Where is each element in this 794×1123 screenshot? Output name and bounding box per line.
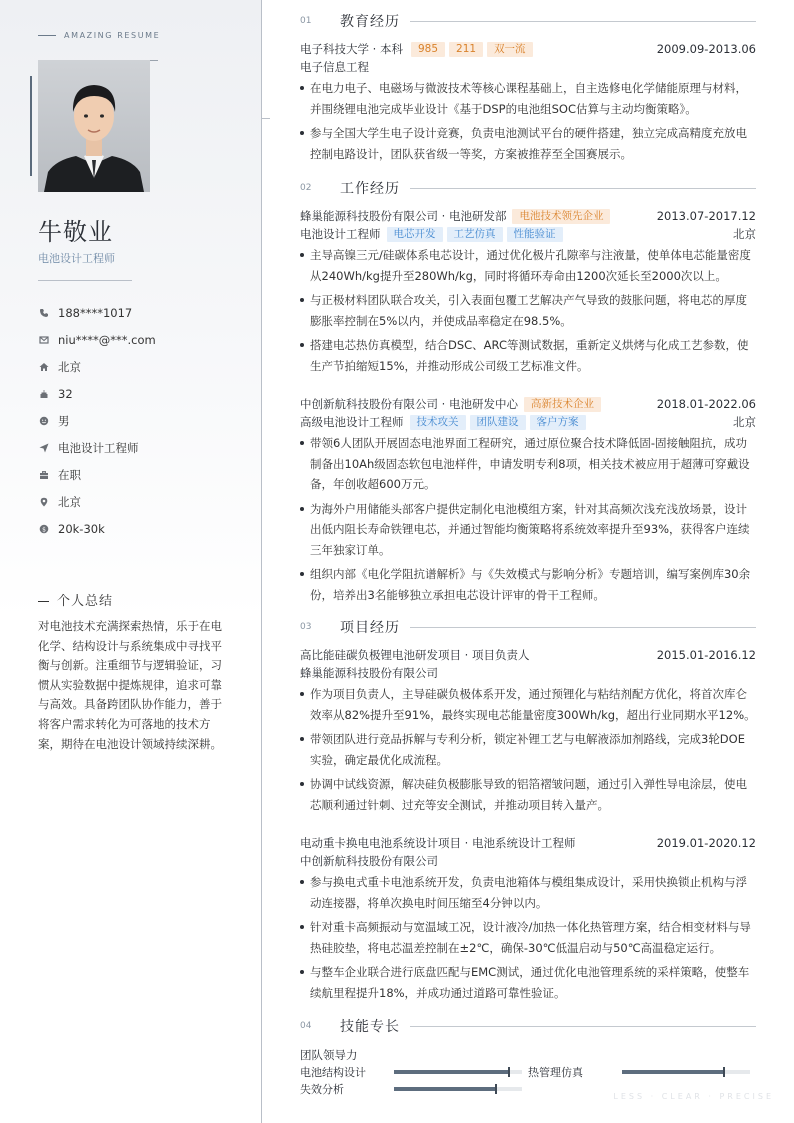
brand-text: AMAZING RESUME [64, 31, 161, 40]
role-divider [38, 280, 132, 281]
section-number: 02 [300, 183, 312, 193]
skills-block [300, 1046, 756, 1097]
company-name: 中创新航科技股份有限公司 · 电池研发中心 [300, 397, 518, 411]
skills-heading-row [300, 1046, 756, 1063]
project-bullets [300, 872, 756, 1003]
list-item: 参与换电式重卡电池系统开发，负责电池箱体与模组集成设计，采用快换锁止机构与浮动连接器，将单次换电时间压缩至4分钟以内。 [300, 872, 756, 913]
section-title: 项目经历 [340, 620, 400, 636]
divider-tick [262, 118, 270, 119]
job-company-row [300, 207, 756, 225]
avatar [38, 60, 150, 192]
school-tag: 985 [411, 42, 445, 57]
summary-title [38, 590, 113, 609]
project-block [300, 834, 756, 1003]
school-tag: 双一流 [487, 42, 533, 57]
money-icon [38, 523, 50, 535]
project-name: 电动重卡换电电池系统设计项目 · 电池系统设计工程师 [300, 836, 576, 850]
skill-tag: 客户方案 [530, 415, 586, 430]
section-number: 01 [300, 16, 312, 26]
job-block [300, 395, 756, 605]
major-name: 电子信息工程 [300, 60, 369, 74]
section-line [410, 627, 756, 628]
skill-bar [394, 1087, 522, 1091]
skill-tag: 工艺仿真 [447, 227, 503, 242]
list-item: 与整车企业联合进行底盘匹配与EMC测试，通过优化电池管理系统的采样策略，使整车续航里程提升18%，并成功通过道路可靠性验证。 [300, 962, 756, 1003]
job-position-row [300, 413, 756, 431]
education-date: 2009.09-2013.06 [656, 42, 756, 56]
skill-bar-knob [723, 1067, 725, 1077]
footer-watermark: LESS · CLEAR · PRECISE [613, 1092, 774, 1101]
project-header-row [300, 646, 756, 664]
section-number: 03 [300, 622, 312, 632]
school-name: 电子科技大学 · 本科 [300, 42, 403, 56]
list-item: 主导高镍三元/硅碳体系电芯设计，通过优化极片孔隙率与注液量，使单体电芯能量密度从240Wh/kg提升至280Wh/kg，同时将循环寿命由1200次延长至2000次以上。 [300, 245, 756, 286]
list-item: 与正极材料团队联合攻关，引入表面包覆工艺解决产气导致的鼓胀问题，将电芯的厚度膨胀率控制在5%以内，并使成品率稳定在98.5%。 [300, 290, 756, 331]
job-bullets [300, 245, 756, 376]
education-header-row [300, 40, 756, 58]
list-item: 协调中试线资源，解决硅负极膨胀导致的铝箔褶皱问题，通过引入弹性导电涂层，使电芯顺利通过针刺、过充等安全测试，并推动项目转入量产。 [300, 774, 756, 815]
project-org-row [300, 852, 756, 870]
list-item: 在电力电子、电磁场与微波技术等核心课程基础上，自主选修电化学储能原理与材料，并围绕锂电池完成毕业设计《基于DSP的电池组SOC估算与主动均衡策略》。 [300, 78, 756, 119]
target-role-text: 电池设计工程师 [58, 440, 139, 455]
skill-bar [622, 1070, 750, 1074]
list-item: 为海外户用储能头部客户提供定制化电池模组方案，针对其高频次浅充浅放场景，设计出低内阻长寿命铁锂电芯，并通过智能均衡策略将系统效率提升至93%，获得客户连续三年独家订单。 [300, 499, 756, 561]
skill-bar-fill [394, 1087, 496, 1091]
list-item: 参与全国大学生电子设计竞赛，负责电池测试平台的硬件搭建，独立完成高精度充放电控制电路设计，团队获省级一等奖，方案被推荐至全国赛展示。 [300, 123, 756, 164]
phone-text: 188****1017 [58, 305, 133, 320]
job-date: 2013.07-2017.12 [656, 209, 756, 223]
skill-row [300, 1063, 756, 1080]
project-header-row [300, 834, 756, 852]
email-text: niu****@***.com [58, 332, 156, 347]
section-projects-header [300, 617, 756, 637]
info-status [38, 461, 248, 488]
location-pin-icon [38, 496, 50, 508]
contact-info [38, 299, 248, 542]
location-text: 北京 [58, 494, 81, 509]
skill-bar-fill [622, 1070, 724, 1074]
job-block [300, 207, 756, 376]
home-text: 北京 [58, 359, 81, 374]
section-education-header [300, 11, 756, 31]
svg-text:$: $ [42, 525, 46, 533]
section-line [410, 1026, 756, 1027]
info-location [38, 488, 248, 515]
project-org-row [300, 664, 756, 682]
school-tag: 211 [449, 42, 483, 57]
age-text: 32 [58, 386, 73, 401]
phone-icon [38, 307, 50, 319]
brand-label [38, 31, 160, 40]
section-line [410, 21, 756, 22]
list-item: 作为项目负责人，主导硅碳负极体系开发，通过预锂化与粘结剂配方优化，将首次库仑效率从82%提升至91%，最终实现电芯能量密度300Wh/kg，超出行业同期水平12%。 [300, 684, 756, 725]
status-text: 在职 [58, 467, 81, 482]
skill-name: 失效分析 [300, 1082, 344, 1096]
cake-icon [38, 388, 50, 400]
project-bullets [300, 684, 756, 815]
info-salary [38, 515, 248, 542]
mail-icon [38, 334, 50, 346]
skill-bar-knob [508, 1067, 510, 1077]
info-email [38, 326, 248, 353]
home-icon [38, 361, 50, 373]
project-org: 蜂巢能源科技股份有限公司 [300, 666, 438, 680]
list-item: 带领团队进行竞品拆解与专利分析，锁定补锂工艺与电解液添加剂路线，完成3轮DOE实验，确定最优化成流程。 [300, 729, 756, 770]
project-block [300, 646, 756, 815]
list-item: 针对重卡高频振动与宽温域工况，设计液冷/加热一体化热管理方案，结合相变材料与导热硅胶垫，将电芯温差控制在±2℃，确保-30℃低温启动与50℃高温稳定运行。 [300, 917, 756, 958]
info-gender [38, 407, 248, 434]
avatar-photo-icon [38, 60, 150, 192]
gender-text: 男 [58, 413, 70, 428]
skill-tag: 电芯开发 [387, 227, 443, 242]
skill-item [300, 1081, 530, 1097]
section-skills-header [300, 1016, 756, 1036]
summary-title-text: 个人总结 [57, 594, 114, 609]
job-position: 电池设计工程师 [300, 227, 381, 241]
section-work-header [300, 178, 756, 198]
section-title: 教育经历 [340, 14, 400, 30]
candidate-role: 电池设计工程师 [38, 252, 115, 265]
project-name: 高比能硅碳负极锂电池研发项目 · 项目负责人 [300, 648, 530, 662]
photo-accent-bar [30, 76, 32, 176]
skill-name: 热管理仿真 [528, 1065, 583, 1079]
sidebar-divider [261, 0, 262, 1123]
job-date: 2018.01-2022.06 [656, 397, 756, 411]
list-item: 带领6人团队开展固态电池界面工程研究，通过原位聚合技术降低固-固接触阻抗，成功制备出10Ah级固态软包电池样件，申请发明专利8项，相关技术被应用于超薄可穿戴设备，年创收超600万元。 [300, 433, 756, 495]
project-date: 2019.01-2020.12 [656, 836, 756, 850]
info-phone [38, 299, 248, 326]
company-tag: 电池技术领先企业 [512, 209, 610, 224]
face-icon [38, 415, 50, 427]
skill-bar [394, 1070, 522, 1074]
skill-tag: 性能验证 [507, 227, 563, 242]
briefcase-icon [38, 469, 50, 481]
project-org: 中创新航科技股份有限公司 [300, 854, 438, 868]
skill-tag: 技术攻关 [410, 415, 466, 430]
skill-name: 电池结构设计 [300, 1065, 366, 1079]
company-tag: 高新技术企业 [524, 397, 601, 412]
job-city: 北京 [733, 227, 756, 241]
job-city: 北京 [733, 415, 756, 429]
send-icon [38, 442, 50, 454]
section-number: 04 [300, 1021, 312, 1031]
project-date: 2015.01-2016.12 [656, 648, 756, 662]
section-title: 工作经历 [340, 181, 400, 197]
list-item: 组织内部《电化学阻抗谱解析》与《失效模式与影响分析》专题培训，编写案例库30余份，培养出3名能够独立承担电芯设计评审的骨干工程师。 [300, 564, 756, 605]
job-company-row [300, 395, 756, 413]
section-line [410, 188, 756, 189]
education-block [300, 40, 756, 164]
info-age [38, 380, 248, 407]
major-row [300, 58, 756, 76]
section-title: 技能专长 [340, 1019, 400, 1035]
info-home [38, 353, 248, 380]
skill-bar-fill [394, 1070, 509, 1074]
skill-bar-knob [495, 1084, 497, 1094]
skills-heading: 团队领导力 [300, 1047, 358, 1062]
skill-tag: 团队建设 [470, 415, 526, 430]
summary-text: 对电池技术充满探索热情，乐于在电化学、结构设计与系统集成中寻找平衡与创新。注重细节与逻辑验证，习惯从实验数据中提炼规律，追求可靠与高效。具备跨团队协作能力，善于将客户需求转化为可落地的技术方案，期待在电池设计领域持续深耕。 [38, 619, 222, 751]
job-position-row [300, 225, 756, 243]
job-bullets [300, 433, 756, 605]
list-item: 搭建电芯热仿真模型，结合DSC、ARC等测试数据，重新定义烘烤与化成工艺参数，使生产节拍缩短15%，并推动形成公司级工艺标准文件。 [300, 335, 756, 376]
job-position: 高级电池设计工程师 [300, 415, 404, 429]
info-target-role [38, 434, 248, 461]
salary-text: 20k-30k [58, 521, 105, 536]
skill-item [300, 1064, 528, 1080]
company-name: 蜂巢能源科技股份有限公司 · 电池研发部 [300, 209, 507, 223]
skill-item [528, 1064, 756, 1080]
education-bullets [300, 78, 756, 164]
candidate-name: 牛敬业 [38, 218, 113, 246]
